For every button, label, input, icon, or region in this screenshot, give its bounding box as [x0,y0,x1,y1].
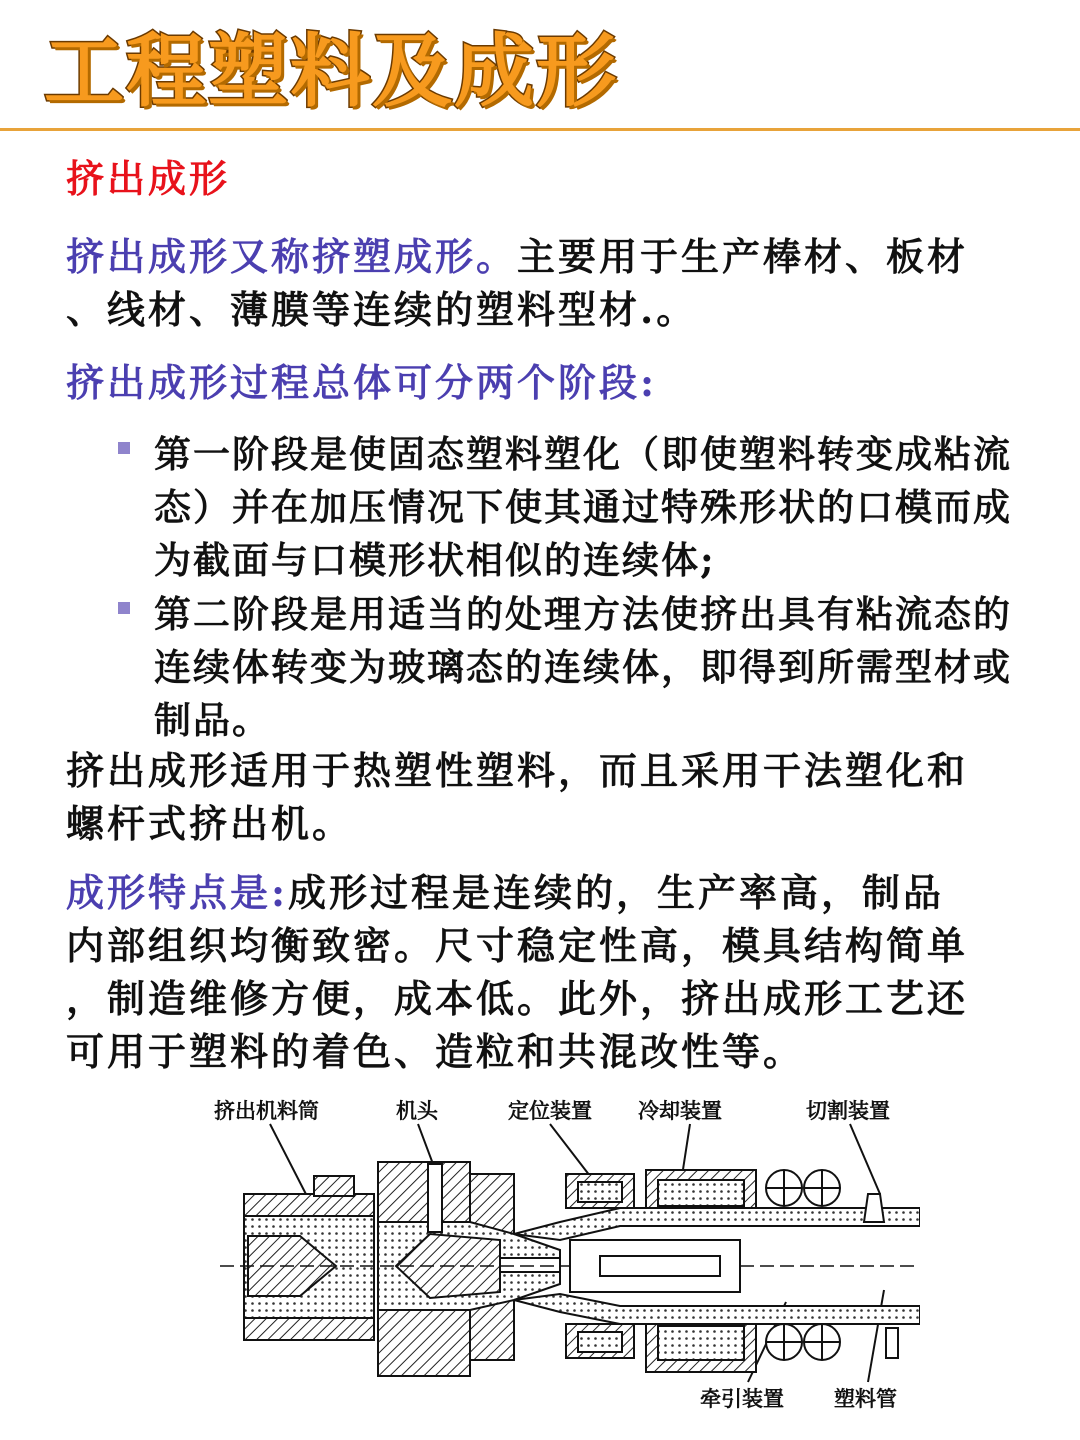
extrusion-line-diagram [200,1090,920,1425]
label-sizing: 定位装置 [508,1099,592,1123]
applicability-line: 螺杆式挤出机。 [66,801,354,846]
bullet-line: 制品。 [154,698,271,742]
applicability-paragraph [66,744,1026,850]
features-line: 内部组织均衡致密。尺寸稳定性高，模具结构简单 [66,923,969,968]
label-cooling: 冷却装置 [638,1099,722,1123]
square-bullet-icon [118,442,130,454]
features-line: ，制造维修方便，成本低。此外，挤出成形工艺还 [66,976,969,1021]
square-bullet-icon [118,602,130,614]
label-cutting: 切割装置 [806,1099,890,1123]
applicability-line: 挤出成形适用于热塑性塑料，而且采用干法塑化和 [66,748,969,793]
page-title: 工程塑料及成形 [44,25,618,118]
title-divider [0,128,1080,131]
intro-line1: 主要用于生产棒材、板材 [517,234,969,279]
die-head [378,1162,560,1376]
intro-line2: 、线材、薄膜等连续的塑料型材.。 [66,287,698,332]
features-line1: 成形过程是连续的，生产率高，制品 [288,870,945,915]
haul-off-rollers [766,1170,840,1360]
extruder-barrel [244,1176,374,1340]
features-paragraph [66,866,1026,1078]
intro-paragraph [66,230,1026,336]
features-line: 可用于塑料的着色、造粒和共混改性等。 [66,1029,805,1074]
label-barrel: 挤出机料筒 [214,1099,319,1123]
intro-lead: 挤出成形又称挤塑成形。 [66,234,518,279]
bullet-line: 连续体转变为玻璃态的连续体，即得到所需型材或 [154,645,1012,689]
section-heading: 挤出成形 [66,156,231,201]
bullet-line: 为截面与口模形状相似的连续体; [154,538,716,582]
bullet-line: 第一阶段是使固态塑料塑化（即使塑料转变成粘流 [154,432,1012,476]
label-pipe: 塑料管 [834,1387,897,1411]
label-haul-off: 牵引装置 [700,1387,784,1411]
features-lead: 成形特点是: [66,870,289,915]
label-head: 机头 [396,1099,438,1123]
stages-heading: 挤出成形过程总体可分两个阶段: [66,360,658,405]
bullet-line: 态）并在加压情况下使其通过特殊形状的口模而成 [154,485,1012,529]
bullet-line: 第二阶段是用适当的处理方法使挤出具有粘流态的 [154,592,1012,636]
